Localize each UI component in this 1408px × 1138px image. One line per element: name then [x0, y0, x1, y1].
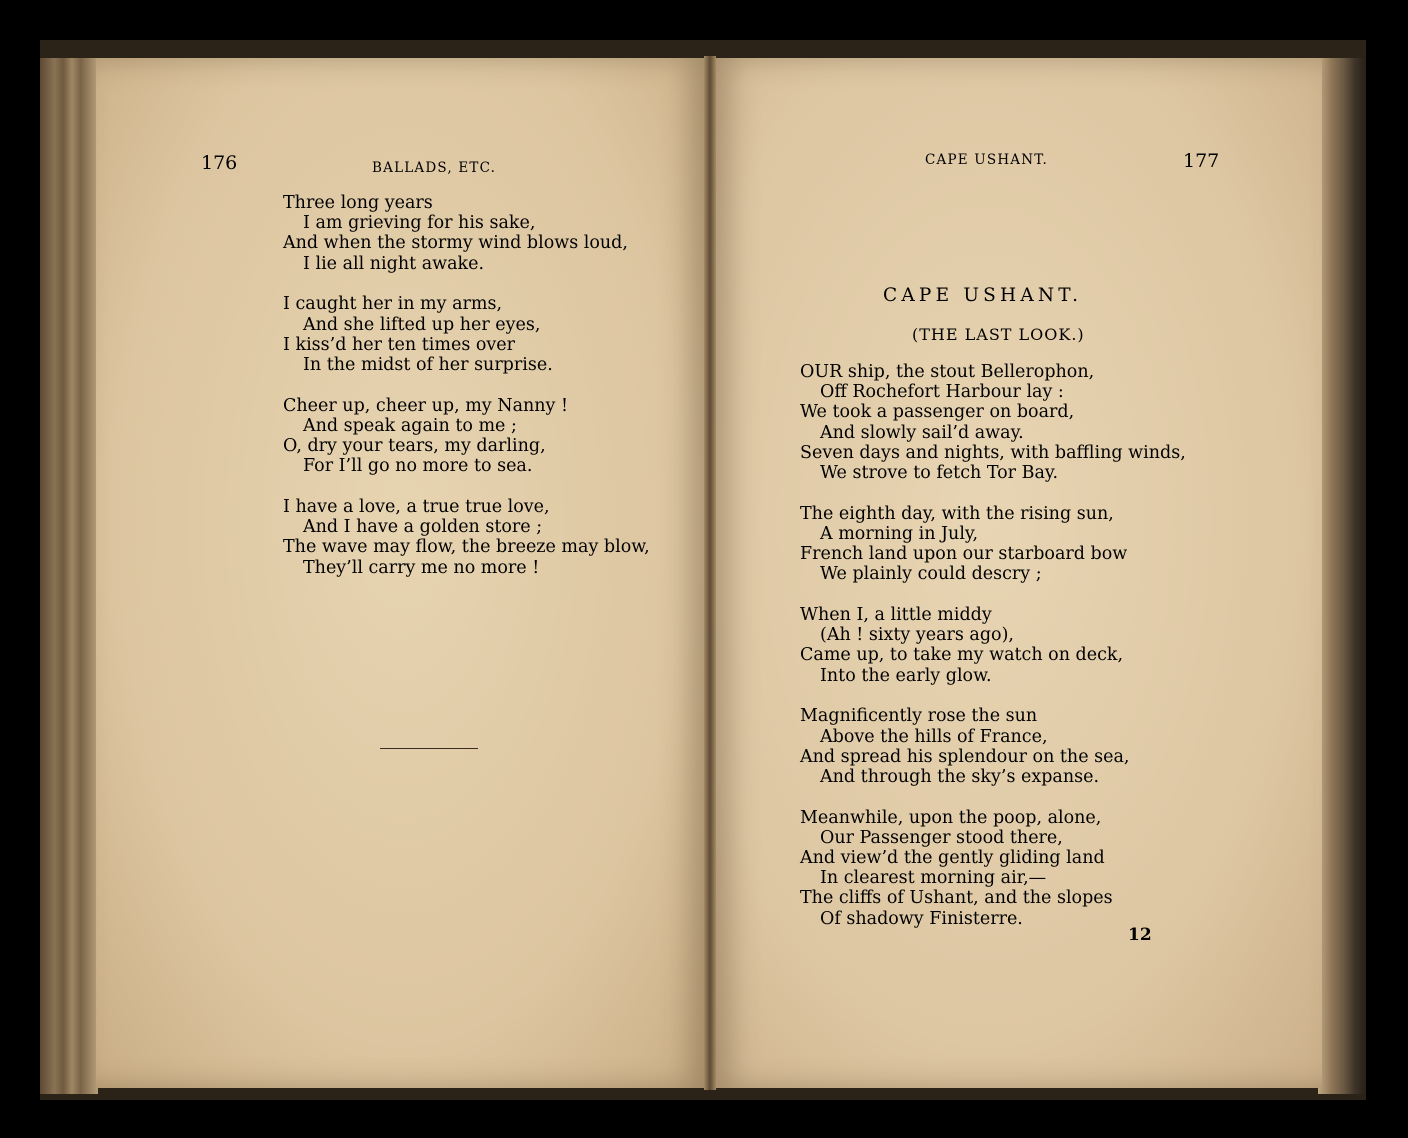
verse-line: Three long years	[283, 193, 433, 213]
verse-line: And spread his splendour on the sea,	[800, 746, 1130, 767]
verse-line: And view’d the gently gliding land	[800, 848, 1105, 869]
verse-line: I caught her in my arms,	[283, 294, 503, 315]
verse-line: Seven days and nights, with baffling winds,	[800, 442, 1186, 463]
verse-line: The wave may flow, the breeze may blow,	[283, 537, 650, 558]
stanza	[283, 497, 650, 578]
verse-line: O, dry your tears, my darling,	[283, 436, 546, 457]
verse-line: I lie all night awake.	[303, 253, 485, 274]
right-page-edges	[1318, 58, 1364, 1094]
stanza	[800, 808, 1186, 929]
verse-line: I have a love, a true true love,	[283, 496, 550, 517]
verse-line: Of shadowy Finisterre.	[820, 908, 1023, 929]
verse-line: And slowly sail’d away.	[820, 422, 1024, 443]
stanza	[283, 396, 650, 477]
left-running-head: BALLADS, ETC.	[372, 160, 497, 176]
left-page-edges	[40, 58, 98, 1094]
stanza	[283, 294, 650, 375]
left-page-number: 176	[201, 152, 238, 174]
verse-line: And when the stormy wind blows loud,	[283, 233, 628, 254]
verse-line: We took a passenger on board,	[800, 402, 1075, 423]
verse-line: In the midst of her surprise.	[303, 354, 553, 375]
verse-line: A morning in July,	[820, 523, 979, 544]
verse-line: Magnificently rose the sun	[800, 706, 1038, 727]
end-rule	[380, 748, 478, 749]
poem-title: CAPE USHANT.	[883, 285, 1083, 306]
verse-line: And speak again to me ;	[303, 415, 517, 436]
stanza	[800, 605, 1186, 686]
signature-mark: 12	[1128, 925, 1152, 945]
right-poem-text	[800, 362, 1186, 949]
verse-line: French land upon our starboard bow	[800, 544, 1128, 565]
verse-line: In clearest morning air,—	[820, 868, 1047, 889]
verse-line: They’ll carry me no more !	[303, 557, 540, 578]
verse-line: Into the early glow.	[820, 665, 992, 686]
verse-line: (Ah ! sixty years ago),	[820, 625, 1014, 646]
verse-line: The cliffs of Ushant, and the slopes	[800, 888, 1113, 909]
verse-line: I am grieving for his sake,	[303, 213, 536, 234]
verse-line: And I have a golden store ;	[303, 517, 543, 538]
left-poem-text	[283, 193, 650, 598]
verse-line: Meanwhile, upon the poop, alone,	[800, 807, 1102, 828]
verse-line: Came up, to take my watch on deck,	[800, 645, 1124, 666]
right-page-number: 177	[1183, 150, 1220, 172]
verse-line: Our Passenger stood there,	[820, 827, 1063, 848]
verse-line: And through the sky’s expanse.	[820, 766, 1100, 787]
verse-line: Above the hills of France,	[820, 726, 1048, 747]
verse-line: When I, a little middy	[800, 605, 992, 626]
verse-line: We plainly could descry ;	[820, 564, 1042, 585]
verse-line: We strove to fetch Tor Bay.	[820, 463, 1059, 484]
stanza	[283, 193, 650, 274]
verse-line: For I’ll go no more to sea.	[303, 456, 533, 477]
verse-line: And she lifted up her eyes,	[303, 314, 541, 335]
stanza	[800, 504, 1186, 585]
verse-line: The eighth day, with the rising sun,	[800, 503, 1114, 524]
verse-line: Cheer up, cheer up, my Nanny !	[283, 395, 569, 416]
poem-subtitle: (THE LAST LOOK.)	[912, 325, 1085, 344]
stanza	[800, 362, 1186, 483]
stanza	[800, 706, 1186, 787]
right-running-head: CAPE USHANT.	[925, 152, 1048, 168]
book-gutter	[704, 56, 716, 1090]
verse-line: OUR ship, the stout Bellerophon,	[800, 362, 1095, 382]
verse-line: I kiss’d her ten times over	[283, 334, 516, 355]
verse-line: Off Rochefort Harbour lay :	[820, 382, 1064, 403]
